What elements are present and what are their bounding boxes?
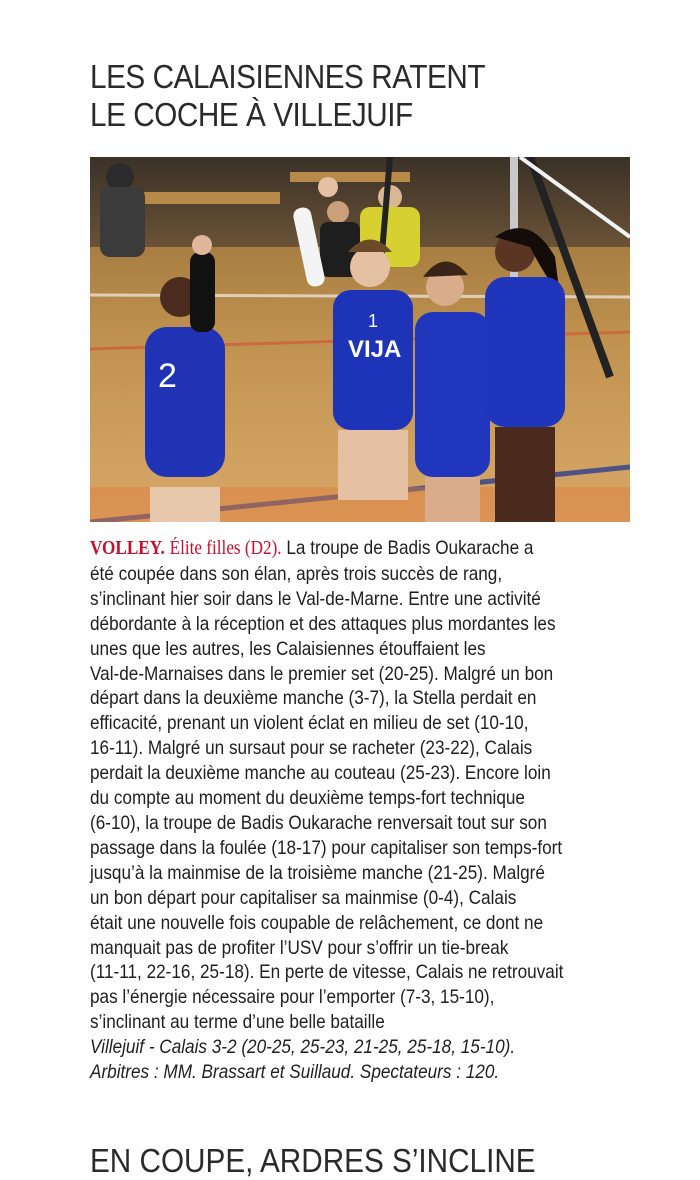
article-text-line: efficacité, prenant un violent éclat en milieu de set (10-10,: [90, 712, 529, 735]
jersey-number-back: 2: [158, 357, 177, 395]
jersey-number-front: 1: [368, 311, 379, 331]
article-body: [90, 536, 636, 1085]
next-article-headline: EN COUPE, ARDRES S’INCLINE: [90, 1142, 536, 1179]
section-label: Élite filles (D2).: [169, 538, 282, 559]
article-text-line: s’inclinant au terme d’une belle bataille: [90, 1011, 385, 1034]
article-text-line: s’inclinant hier soir dans le Val-de-Marne. Entre une activité: [90, 587, 541, 610]
sport-kicker: VOLLEY.: [90, 538, 165, 559]
article-text-line: débordante à la réception et des attaques plus mordantes les: [90, 612, 556, 635]
article-text-line: Val-de-Marnaises dans le premier set (20-25). Malgré un bon: [90, 662, 554, 685]
referees-spectators: Arbitres : MM. Brassart et Suillaud. Spectateurs : 120.: [90, 1061, 500, 1084]
article-text-line: été coupée dans son élan, après trois succès de rang,: [90, 562, 503, 585]
article-text-line: La troupe de Badis Oukarache a: [286, 537, 534, 559]
article-text-line: pas l’énergie nécessaire pour l’emporter (7-3, 15-10),: [90, 986, 495, 1009]
article-text-line: du compte au moment du deuxième temps-fort technique: [90, 787, 525, 810]
headline-line-1: LES CALAISIENNES RATENT: [90, 58, 486, 95]
article-text-line: (11-11, 22-16, 25-18). En perte de vitesse, Calais ne retrouvait: [90, 961, 564, 984]
article-text-line: départ dans la deuxième manche (3-7), la Stella perdait en: [90, 687, 537, 710]
article-text-line: un bon départ pour capitaliser sa mainmise (0-4), Calais: [90, 886, 517, 909]
article-headline: [90, 58, 594, 134]
article-text-line: manquait pas de profiter l’USV pour s’offrir un tie-break: [90, 936, 509, 959]
article-text-line: (6-10), la troupe de Badis Oukarache renversait tout sur son: [90, 811, 547, 834]
article-text-line: passage dans la foulée (18-17) pour capitaliser son temps-fort: [90, 836, 563, 859]
headline-line-2: LE COCHE À VILLEJUIF: [90, 96, 413, 133]
article-text-line: 16-11). Malgré un sursaut pour se racheter (23-22), Calais: [90, 737, 533, 760]
volleyball-team-photo: [90, 157, 630, 522]
article-first-line: [90, 536, 636, 562]
article-text-line: perdait la deuxième manche au couteau (25-23). Encore loin: [90, 762, 551, 785]
article-text-line: jusqu’à la mainmise de la troisième manche (21-25). Malgré: [90, 861, 545, 884]
jersey-sponsor-text: VIJA: [348, 336, 402, 363]
article-text-line: unes que les autres, les Calaisiennes étouffaient les: [90, 637, 486, 660]
match-result: Villejuif - Calais 3-2 (20-25, 25-23, 21-25, 25-18, 15-10).: [90, 1036, 516, 1059]
article-text-line: était une nouvelle fois coupable de relâchement, ce dont ne: [90, 911, 544, 934]
